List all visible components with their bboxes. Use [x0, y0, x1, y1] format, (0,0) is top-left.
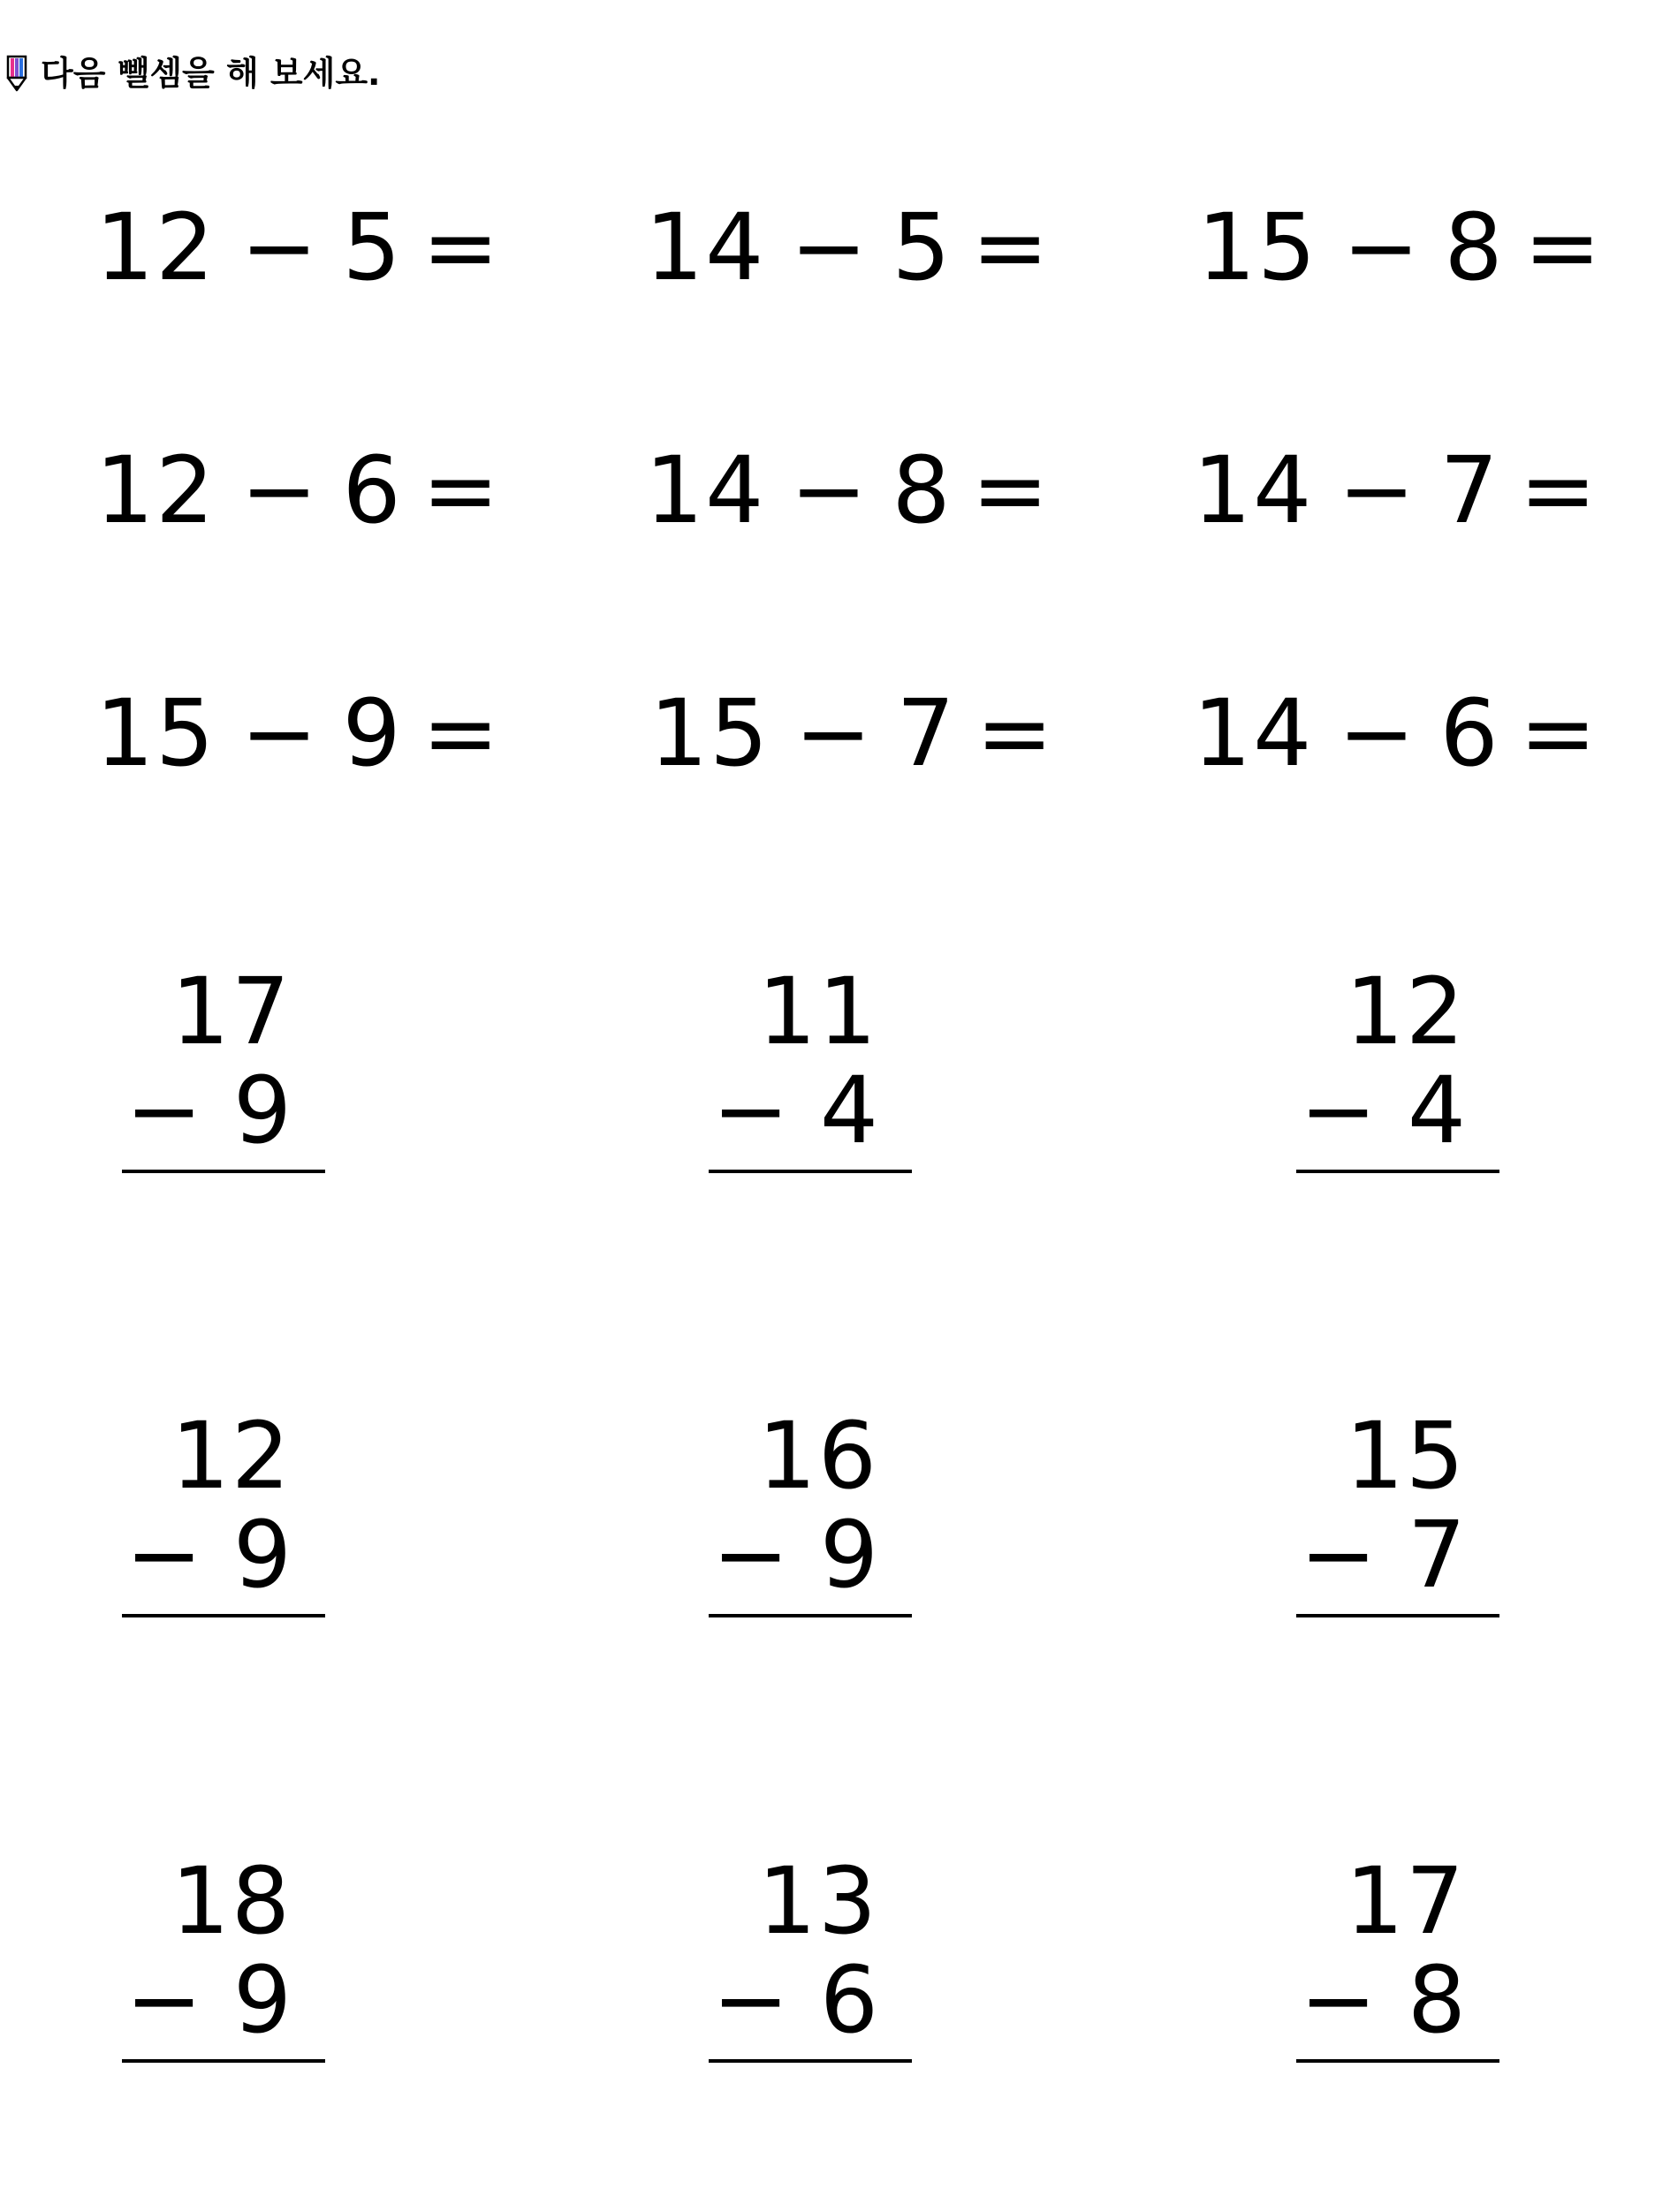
answer-line	[1296, 1170, 1499, 1173]
minuend: 15	[1197, 193, 1318, 301]
equation	[95, 436, 499, 544]
minuend: 17	[171, 958, 292, 1065]
subtrahend: 9	[232, 1501, 292, 1609]
minus-sign: −	[125, 1946, 203, 2054]
answer-line	[1296, 2059, 1499, 2063]
answer-line	[122, 1614, 325, 1617]
subtrahend: 6	[1439, 679, 1499, 787]
minuend: 17	[1345, 1847, 1466, 1955]
vertical-problem	[709, 958, 914, 1175]
vertical-problem	[122, 1847, 327, 2064]
minus-sign: −	[712, 1057, 790, 1164]
minus-sign: −	[712, 1501, 790, 1609]
minuend: 12	[95, 193, 216, 301]
subtrahend: 7	[1439, 436, 1499, 544]
answer-line	[122, 2059, 325, 2063]
minus-sign: −	[1300, 1057, 1378, 1164]
minuend: 15	[1345, 1402, 1466, 1510]
answer-line	[709, 1614, 912, 1617]
equation	[1197, 193, 1601, 301]
vertical-problem	[1296, 1847, 1501, 2064]
minuend: 12	[171, 1402, 292, 1510]
vertical-problem	[122, 1402, 327, 1619]
minuend: 14	[1193, 436, 1314, 544]
vertical-problem	[709, 1847, 914, 2064]
minus-sign: −	[240, 436, 318, 544]
minuend: 15	[649, 679, 770, 787]
vertical-problem	[122, 958, 327, 1175]
vertical-problem	[1296, 1402, 1501, 1619]
minus-sign: −	[125, 1057, 203, 1164]
minuend: 18	[171, 1847, 292, 1955]
pencil-icon	[5, 55, 28, 92]
minuend: 15	[95, 679, 216, 787]
subtrahend: 5	[342, 193, 401, 301]
equals-sign: =	[971, 193, 1049, 301]
equation	[645, 436, 1049, 544]
subtrahend: 9	[819, 1501, 878, 1609]
minuend: 13	[757, 1847, 878, 1955]
minus-sign: −	[712, 1946, 790, 2054]
minus-sign: −	[125, 1501, 203, 1609]
minus-sign: −	[240, 679, 318, 787]
answer-line	[709, 1170, 912, 1173]
answer-line	[709, 2059, 912, 2063]
equals-sign: =	[975, 679, 1053, 787]
equals-sign: =	[1519, 436, 1597, 544]
subtrahend: 8	[1407, 1946, 1466, 2054]
equation	[95, 193, 499, 301]
minuend: 14	[645, 193, 766, 301]
subtrahend: 9	[342, 679, 401, 787]
minuend: 14	[645, 436, 766, 544]
equals-sign: =	[421, 193, 499, 301]
subtrahend: 7	[1407, 1501, 1466, 1609]
minuend: 11	[757, 958, 878, 1065]
subtrahend: 7	[896, 679, 955, 787]
subtrahend: 4	[819, 1057, 878, 1164]
equation	[649, 679, 1053, 787]
minus-sign: −	[1300, 1946, 1378, 2054]
subtrahend: 8	[1444, 193, 1503, 301]
subtrahend: 4	[1407, 1057, 1466, 1164]
minus-sign: −	[240, 193, 318, 301]
equals-sign: =	[421, 436, 499, 544]
equation	[95, 679, 499, 787]
equals-sign: =	[971, 436, 1049, 544]
subtrahend: 6	[819, 1946, 878, 2054]
minus-sign: −	[1338, 679, 1416, 787]
subtrahend: 6	[342, 436, 401, 544]
equation	[645, 193, 1049, 301]
minus-sign: −	[1300, 1501, 1378, 1609]
equals-sign: =	[421, 679, 499, 787]
subtrahend: 9	[232, 1946, 292, 2054]
equation	[1193, 436, 1597, 544]
answer-line	[1296, 1614, 1499, 1617]
minuend: 14	[1193, 679, 1314, 787]
minus-sign: −	[1342, 193, 1420, 301]
subtrahend: 8	[892, 436, 951, 544]
subtrahend: 5	[892, 193, 951, 301]
minus-sign: −	[790, 436, 868, 544]
equation	[1193, 679, 1597, 787]
vertical-problem	[709, 1402, 914, 1619]
subtrahend: 9	[232, 1057, 292, 1164]
minuend: 12	[95, 436, 216, 544]
vertical-problem	[1296, 958, 1501, 1175]
equals-sign: =	[1523, 193, 1601, 301]
minus-sign: −	[794, 679, 872, 787]
instruction-text: 다음 뺄셈을 해 보세요.	[41, 54, 381, 93]
minus-sign: −	[1338, 436, 1416, 544]
minus-sign: −	[790, 193, 868, 301]
answer-line	[122, 1170, 325, 1173]
minuend: 12	[1345, 958, 1466, 1065]
equals-sign: =	[1519, 679, 1597, 787]
minuend: 16	[757, 1402, 878, 1510]
worksheet-header	[5, 51, 381, 95]
